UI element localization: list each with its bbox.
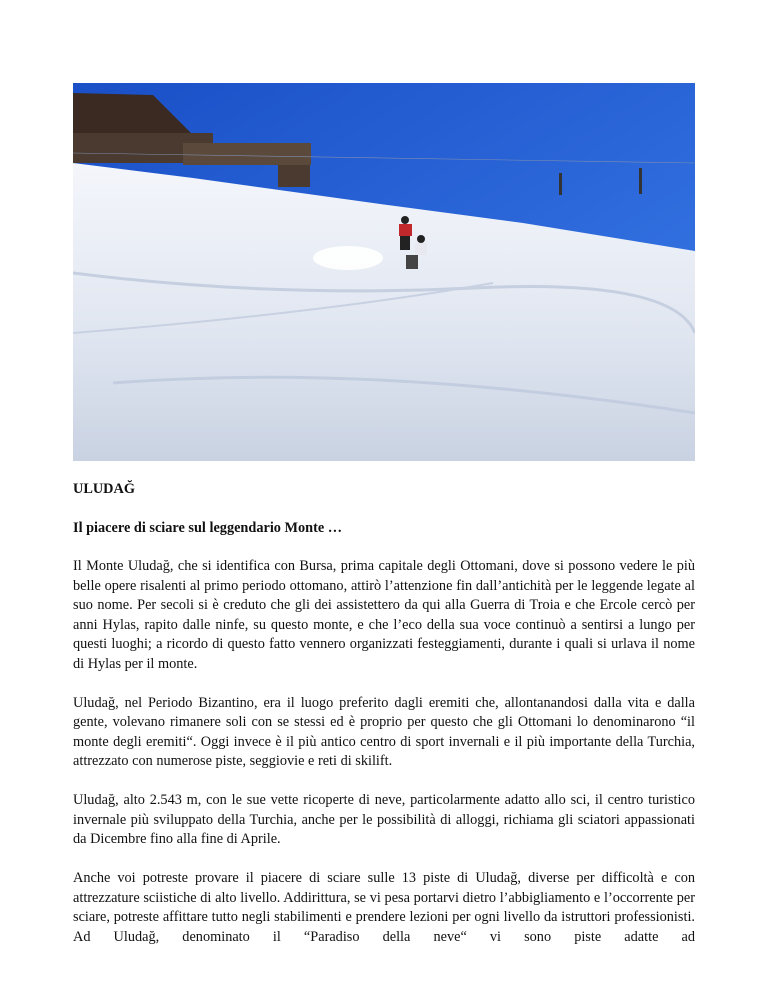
paragraph: Uludağ, alto 2.543 m, con le sue vette ricoperte di neve, particolarmente adatto allo sci, il centro turistico invernale più sviluppato della Turchia, anche per le possibilità di alloggi, richiama gli sciatori appassionati da Dicembre fino alla fine di Aprile.: [73, 792, 695, 847]
paragraph: Anche voi potreste provare il piacere di sciare sulle 13 piste di Uludağ, diverse per difficoltà e con attrezzature sciistiche di alto livello. Addirittura, se vi pesa portarvi dietro l’abbigliamento e l’occorrente per sciare, potreste affittare tutto negli stabilimenti e prendere lezioni per ogni livello da istruttori professionisti. Ad Uludağ, denominato il “Paradiso della neve“ vi sono piste adatte ad: [73, 870, 695, 945]
article: [73, 480, 695, 967]
article-title: ULUDAĞ: [73, 481, 135, 497]
ski-slope-photo: [73, 83, 695, 461]
article-subtitle: Il piacere di sciare sul leggendario Monte …: [73, 519, 343, 536]
paragraph: Il Monte Uludağ, che si identifica con Bursa, prima capitale degli Ottomani, dove si possono vedere le più belle opere risalenti al primo periodo ottomano, attirò l’attenzione fin dall’antichità per le leggende legate al suo nome. Per secoli si è creduto che gli dei assistettero da qui alla Guerra di Troia e che Ercole cercò per anni Hylas, rapito dalle ninfe, su questo monte, e che l’eco della sua voce continuò a sentirsi a lungo per questi luoghi; a ricordo di questo fatto vennero organizzati festeggiamenti, durante i quali si urlava il nome di Hylas per il monte.: [73, 558, 695, 672]
snow-spray: [313, 246, 383, 270]
paragraph: Uludağ, nel Periodo Bizantino, era il luogo preferito dagli eremiti che, allontanandosi dalla vita e dalla gente, volevano rimanere soli con se stessi ed è proprio per questo che gli Ottomani lo denominarono “il monte degli eremiti“. Oggi invece è il più antico centro di sport invernali e il più importante della Turchia, attrezzato con numerose piste, seggiovie e reti di skilift.: [73, 694, 695, 769]
